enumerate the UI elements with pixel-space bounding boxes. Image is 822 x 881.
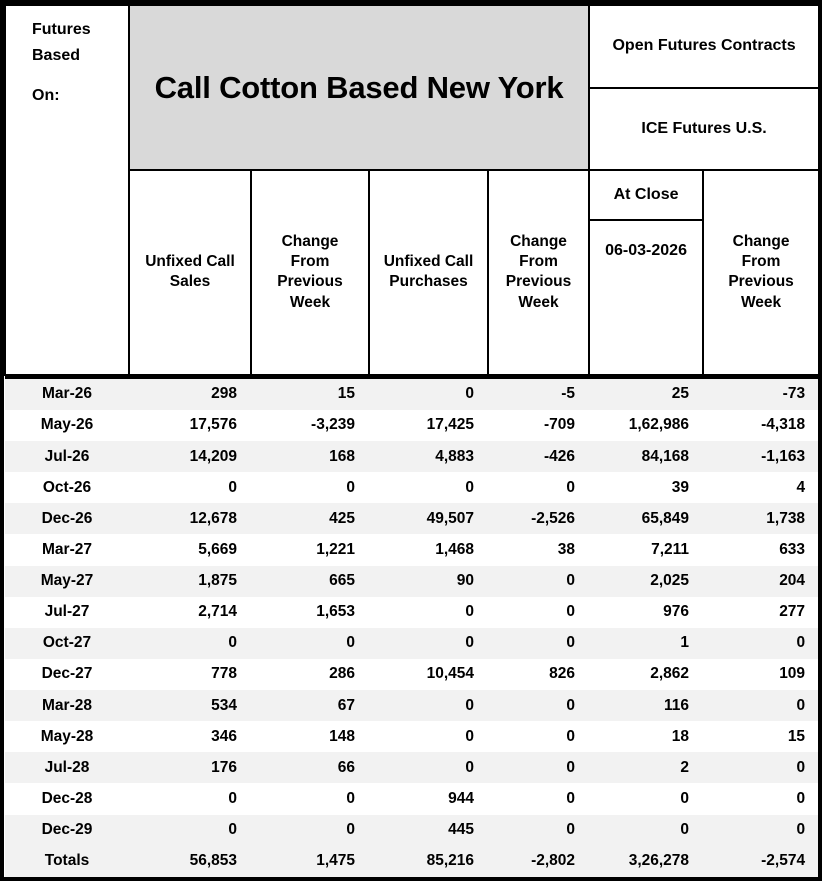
cell-at-close: 1 — [589, 628, 703, 659]
cell-month: Mar-28 — [5, 690, 129, 721]
cell-at-close: 0 — [589, 783, 703, 814]
cell-unfixed-purch: 90 — [369, 566, 488, 597]
table-row — [5, 628, 819, 659]
open-futures-contracts-band: Open Futures Contracts — [589, 5, 819, 88]
cell-unfixed-sales: 0 — [129, 783, 251, 814]
cell-unfixed-purch: 0 — [369, 721, 488, 752]
cell-unfixed-sales: 17,576 — [129, 410, 251, 441]
cell-chg-purch: 0 — [488, 721, 589, 752]
table-row — [5, 379, 819, 410]
col-header-at-close-date: 06-03-2026 — [605, 241, 687, 259]
cell-unfixed-sales: 12,678 — [129, 503, 251, 534]
cell-unfixed-purch: 0 — [369, 628, 488, 659]
cell-unfixed-sales: 778 — [129, 659, 251, 690]
cell-chg-sales: 665 — [251, 566, 369, 597]
cell-chg-close: 15 — [703, 721, 819, 752]
col-header-unfixed-call-sales — [129, 170, 251, 375]
cell-chg-close: 0 — [703, 752, 819, 783]
cell-unfixed-sales: 346 — [129, 721, 251, 752]
table-row — [5, 566, 819, 597]
cell-chg-sales: 1,653 — [251, 597, 369, 628]
cell-chg-sales: 286 — [251, 659, 369, 690]
cell-unfixed-purch: 4,883 — [369, 441, 488, 472]
cell-chg-sales: 15 — [251, 379, 369, 410]
cell-unfixed-purch: 445 — [369, 815, 488, 846]
cell-chg-close: 633 — [703, 534, 819, 565]
col-header-change-purchases-l4: Week — [518, 293, 559, 311]
col-header-change-sales — [251, 170, 369, 375]
cell-at-close: 39 — [589, 472, 703, 503]
cell-at-close: 7,211 — [589, 534, 703, 565]
cell-unfixed-purch: 0 — [369, 597, 488, 628]
cell-chg-close: 204 — [703, 566, 819, 597]
cell-totals-unfixed-sales: 56,853 — [129, 846, 251, 877]
cell-at-close: 976 — [589, 597, 703, 628]
cell-chg-sales: 67 — [251, 690, 369, 721]
cell-totals-chg-close: -2,574 — [703, 846, 819, 877]
col-header-unfixed-call-sales-l1: Unfixed Call — [145, 253, 235, 271]
col-header-change-sales-l4: Week — [289, 293, 331, 311]
cell-chg-close: 0 — [703, 815, 819, 846]
table-header — [5, 5, 819, 375]
cell-month: May-28 — [5, 721, 129, 752]
cell-at-close: 1,62,986 — [589, 410, 703, 441]
cell-unfixed-purch: 1,468 — [369, 534, 488, 565]
cell-at-close: 2 — [589, 752, 703, 783]
cell-unfixed-sales: 14,209 — [129, 441, 251, 472]
table-row — [5, 721, 819, 752]
cell-month: Mar-27 — [5, 534, 129, 565]
cell-chg-close: 1,738 — [703, 503, 819, 534]
cell-unfixed-sales: 2,714 — [129, 597, 251, 628]
table-row — [5, 534, 819, 565]
col-header-change-purchases-l3: Previous — [505, 273, 572, 291]
cell-chg-sales: 168 — [251, 441, 369, 472]
cell-month: Jul-27 — [5, 597, 129, 628]
cell-unfixed-purch: 17,425 — [369, 410, 488, 441]
cell-chg-purch: 0 — [488, 690, 589, 721]
table-row — [5, 783, 819, 814]
cell-at-close: 18 — [589, 721, 703, 752]
table-row — [5, 659, 819, 690]
col-header-at-close-label: At Close — [590, 171, 702, 221]
cell-totals-unfixed-purch: 85,216 — [369, 846, 488, 877]
cell-month: Dec-28 — [5, 783, 129, 814]
stub-line-1: Futures — [32, 21, 91, 38]
cell-month: Oct-27 — [5, 628, 129, 659]
header-row-top — [5, 5, 819, 88]
cell-chg-purch: 38 — [488, 534, 589, 565]
report-title: Call Cotton Based New York — [129, 5, 589, 170]
col-header-change-sales-l2: From — [290, 253, 330, 271]
col-header-change-close — [703, 170, 819, 375]
cell-chg-close: -4,318 — [703, 410, 819, 441]
cell-at-close: 25 — [589, 379, 703, 410]
cell-chg-close: 4 — [703, 472, 819, 503]
table-body — [5, 375, 819, 877]
cell-unfixed-purch: 944 — [369, 783, 488, 814]
cell-month: Mar-26 — [5, 379, 129, 410]
col-header-unfixed-call-purchases-l1: Unfixed Call — [383, 253, 474, 271]
col-header-change-close-l4: Week — [740, 293, 782, 311]
cell-totals-chg-purch: -2,802 — [488, 846, 589, 877]
cell-chg-purch: 0 — [488, 628, 589, 659]
stub-header-cell — [5, 5, 129, 375]
cell-unfixed-sales: 0 — [129, 815, 251, 846]
cell-chg-sales: 0 — [251, 472, 369, 503]
cell-chg-purch: -426 — [488, 441, 589, 472]
cell-chg-purch: 0 — [488, 597, 589, 628]
cell-chg-close: 0 — [703, 628, 819, 659]
table-row — [5, 472, 819, 503]
cell-chg-close: -1,163 — [703, 441, 819, 472]
cell-chg-purch: 0 — [488, 752, 589, 783]
stub-line-3: On: — [32, 87, 60, 104]
col-header-change-purchases-l2: From — [519, 253, 558, 271]
cell-chg-sales: -3,239 — [251, 410, 369, 441]
cell-unfixed-purch: 0 — [369, 472, 488, 503]
table-row — [5, 690, 819, 721]
cell-unfixed-purch: 0 — [369, 752, 488, 783]
cell-unfixed-sales: 5,669 — [129, 534, 251, 565]
cell-chg-purch: 0 — [488, 566, 589, 597]
cell-chg-purch: 0 — [488, 783, 589, 814]
cell-chg-sales: 1,221 — [251, 534, 369, 565]
col-header-change-sales-l1: Change — [281, 233, 339, 251]
col-header-change-purchases — [488, 170, 589, 375]
cell-at-close: 65,849 — [589, 503, 703, 534]
cell-at-close: 0 — [589, 815, 703, 846]
cell-chg-purch: -2,526 — [488, 503, 589, 534]
futures-table — [4, 4, 820, 877]
cell-at-close: 2,025 — [589, 566, 703, 597]
cell-totals-at-close: 3,26,278 — [589, 846, 703, 877]
cell-unfixed-sales: 534 — [129, 690, 251, 721]
col-header-change-close-l3: Previous — [728, 273, 794, 291]
cell-month: Oct-26 — [5, 472, 129, 503]
cell-unfixed-purch: 10,454 — [369, 659, 488, 690]
cell-unfixed-purch: 49,507 — [369, 503, 488, 534]
col-header-change-close-l1: Change — [732, 233, 790, 251]
cell-chg-sales: 0 — [251, 783, 369, 814]
cell-totals-chg-sales: 1,475 — [251, 846, 369, 877]
cell-chg-purch: -709 — [488, 410, 589, 441]
cell-chg-sales: 425 — [251, 503, 369, 534]
col-header-change-sales-l3: Previous — [277, 273, 343, 291]
cell-unfixed-purch: 0 — [369, 379, 488, 410]
cell-at-close: 84,168 — [589, 441, 703, 472]
cell-month: Dec-27 — [5, 659, 129, 690]
cell-month: Jul-28 — [5, 752, 129, 783]
col-header-unfixed-call-purchases — [369, 170, 488, 375]
cell-month: May-27 — [5, 566, 129, 597]
cell-chg-sales: 66 — [251, 752, 369, 783]
cell-chg-close: 0 — [703, 690, 819, 721]
col-header-change-close-l2: From — [741, 253, 781, 271]
cell-chg-close: 0 — [703, 783, 819, 814]
cell-unfixed-sales: 0 — [129, 628, 251, 659]
table-row — [5, 597, 819, 628]
cell-totals-label: Totals — [5, 846, 129, 877]
col-header-unfixed-call-purchases-l2: Purchases — [389, 273, 468, 291]
cell-chg-purch: -5 — [488, 379, 589, 410]
cell-chg-close: 277 — [703, 597, 819, 628]
cell-month: Dec-29 — [5, 815, 129, 846]
table-row — [5, 410, 819, 441]
cell-unfixed-sales: 1,875 — [129, 566, 251, 597]
cell-chg-purch: 0 — [488, 472, 589, 503]
cell-unfixed-sales: 298 — [129, 379, 251, 410]
cell-unfixed-sales: 0 — [129, 472, 251, 503]
cell-month: May-26 — [5, 410, 129, 441]
cell-at-close: 2,862 — [589, 659, 703, 690]
totals-row — [5, 846, 819, 877]
col-header-change-purchases-l1: Change — [510, 233, 567, 251]
table-row — [5, 441, 819, 472]
table-row — [5, 815, 819, 846]
col-header-at-close — [589, 170, 703, 375]
table-row — [5, 752, 819, 783]
cell-chg-sales: 148 — [251, 721, 369, 752]
cell-chg-purch: 0 — [488, 815, 589, 846]
cell-at-close: 116 — [589, 690, 703, 721]
table-row — [5, 503, 819, 534]
cell-chg-close: 109 — [703, 659, 819, 690]
cell-unfixed-sales: 176 — [129, 752, 251, 783]
cell-chg-sales: 0 — [251, 815, 369, 846]
cell-chg-purch: 826 — [488, 659, 589, 690]
cell-month: Dec-26 — [5, 503, 129, 534]
cell-month: Jul-26 — [5, 441, 129, 472]
stub-line-2: Based — [32, 47, 81, 64]
exchange-band: ICE Futures U.S. — [589, 88, 819, 171]
cell-chg-sales: 0 — [251, 628, 369, 659]
cell-unfixed-purch: 0 — [369, 690, 488, 721]
col-header-unfixed-call-sales-l2: Sales — [169, 273, 211, 291]
cell-chg-close: -73 — [703, 379, 819, 410]
